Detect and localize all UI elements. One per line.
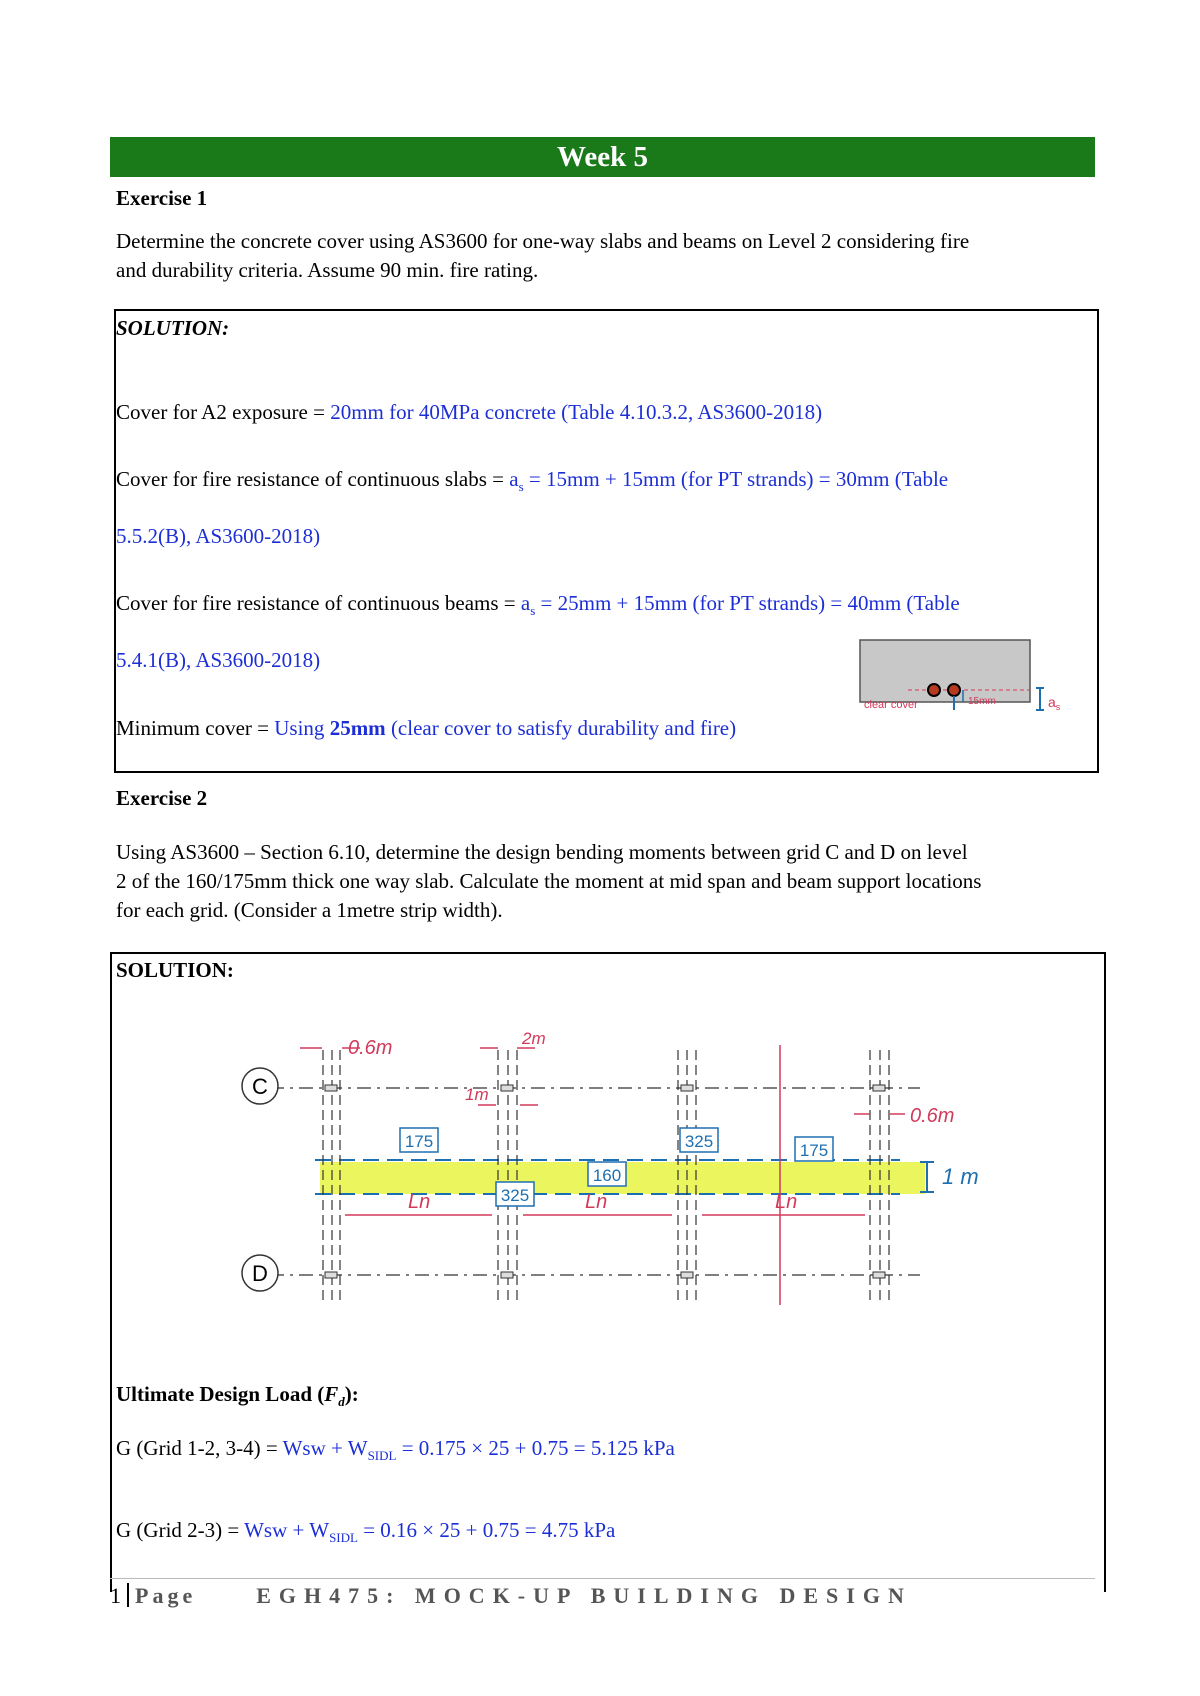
slab-fire-prefix: Cover for fire resistance of continuous slabs = bbox=[116, 467, 510, 491]
thickness-left: 175 bbox=[404, 1132, 434, 1151]
a2-cover-value: 20mm for 40MPa concrete (Table 4.10.3.2, AS3600-2018) bbox=[330, 400, 823, 424]
thickness-mid-bottom: 325 bbox=[500, 1186, 530, 1205]
as-label: $a_s$ bbox=[1048, 694, 1061, 712]
a2-cover-prefix: Cover for A2 exposure = bbox=[116, 400, 331, 424]
slab-fire-value: $a_s = 15mm + 15mm$ (for PT strands) = 30mm (Table bbox=[509, 467, 949, 495]
exercise-2-question-line-2: 2 of the 160/175mm thick one way slab. Calculate the moment at mid span and beam support locations bbox=[116, 869, 982, 893]
exercise-1-heading: Exercise 1 bbox=[116, 186, 208, 210]
page-footer bbox=[110, 1583, 912, 1609]
course-title: EGH475: MOCK-UP BUILDING DESIGN bbox=[256, 1583, 912, 1608]
exercise-2-question bbox=[116, 838, 1106, 925]
dim-right-label: 0.6m bbox=[910, 1105, 955, 1127]
exercise-1-question-line-1: Determine the concrete cover using AS3600 for one-way slabs and beams on Level 2 considering fire bbox=[116, 229, 970, 253]
a2-cover-line bbox=[116, 400, 822, 425]
slab-plan-diagram bbox=[230, 1030, 1000, 1310]
minimum-cover-value: Using 25mm (clear cover to satisfy durability and fire) bbox=[274, 716, 737, 740]
thickness-center: 160 bbox=[592, 1166, 622, 1185]
page-number: 1 bbox=[110, 1583, 121, 1608]
minimum-cover-prefix: Minimum cover = bbox=[116, 716, 275, 740]
thickness-mid-top: 325 bbox=[684, 1132, 714, 1151]
fifteen-mm-label: 15mm bbox=[968, 696, 996, 707]
beam-fire-prefix: Cover for fire resistance of continuous beams = bbox=[116, 591, 521, 615]
week-title-bar bbox=[110, 137, 1095, 177]
exercise-1-solution-label: SOLUTION: bbox=[116, 316, 230, 340]
dim-left-label: 0.6m bbox=[348, 1037, 393, 1059]
minimum-cover-line bbox=[116, 716, 736, 741]
span-label-1: Ln bbox=[408, 1191, 431, 1213]
strip-width-label: 1 m bbox=[942, 1164, 979, 1189]
strand-2 bbox=[948, 684, 960, 696]
beam-fire-value-line-2: 5.4.1(B), AS3600-2018) bbox=[116, 648, 321, 672]
span-label-2: Ln bbox=[585, 1191, 608, 1213]
exercise-2-solution-label: SOLUTION: bbox=[116, 958, 234, 982]
dead-load-grid-2-3: G (Grid 2-3) = Wsw + $W_{SIDL} = 0.16 \times 25 + 0.75 = 4.75$ kPa bbox=[116, 1518, 616, 1546]
grid-d-label: D bbox=[252, 1261, 268, 1286]
dim-top-label: 2m bbox=[522, 1030, 546, 1048]
clear-cover-label: clear cover bbox=[864, 699, 918, 711]
dead-load-grid-1-2: G (Grid 1-2, 3-4) = Wsw + $W_{SIDL} = 0.175 \times 25 + 0.75 = 5.125$ kPa bbox=[116, 1436, 675, 1464]
strand-1 bbox=[928, 684, 940, 696]
beam-fire-cover-line bbox=[116, 591, 960, 619]
slab-fire-cover-line bbox=[116, 467, 948, 495]
exercise-2-heading: Exercise 2 bbox=[116, 786, 208, 810]
beam-fire-value: $a_s = 25mm + 15mm$ (for PT strands) = 40mm (Table bbox=[520, 591, 960, 619]
dim-mid-label: 1m bbox=[465, 1085, 489, 1104]
beam-section bbox=[860, 640, 1030, 702]
exercise-2-question-line-3: for each grid. (Consider a 1metre strip width). bbox=[116, 898, 503, 922]
page-label: Page bbox=[135, 1583, 197, 1608]
slab-fire-value-line-2: 5.5.2(B), AS3600-2018) bbox=[116, 524, 321, 548]
week-title: Week 5 bbox=[556, 141, 649, 173]
cover-detail-diagram bbox=[858, 638, 1068, 718]
load-heading: Ultimate Design Load $(F_d)$: bbox=[116, 1382, 359, 1410]
grid-c-label: C bbox=[252, 1074, 268, 1099]
exercise-2-question-line-1: Using AS3600 – Section 6.10, determine the design bending moments between grid C and D on level bbox=[116, 840, 968, 864]
span-label-3: Ln bbox=[775, 1191, 798, 1213]
exercise-1-question-line-2: and durability criteria. Assume 90 min. fire rating. bbox=[116, 258, 539, 282]
footer-rule bbox=[110, 1578, 1095, 1579]
thickness-right: 175 bbox=[799, 1141, 829, 1160]
exercise-1-question bbox=[116, 227, 1106, 285]
